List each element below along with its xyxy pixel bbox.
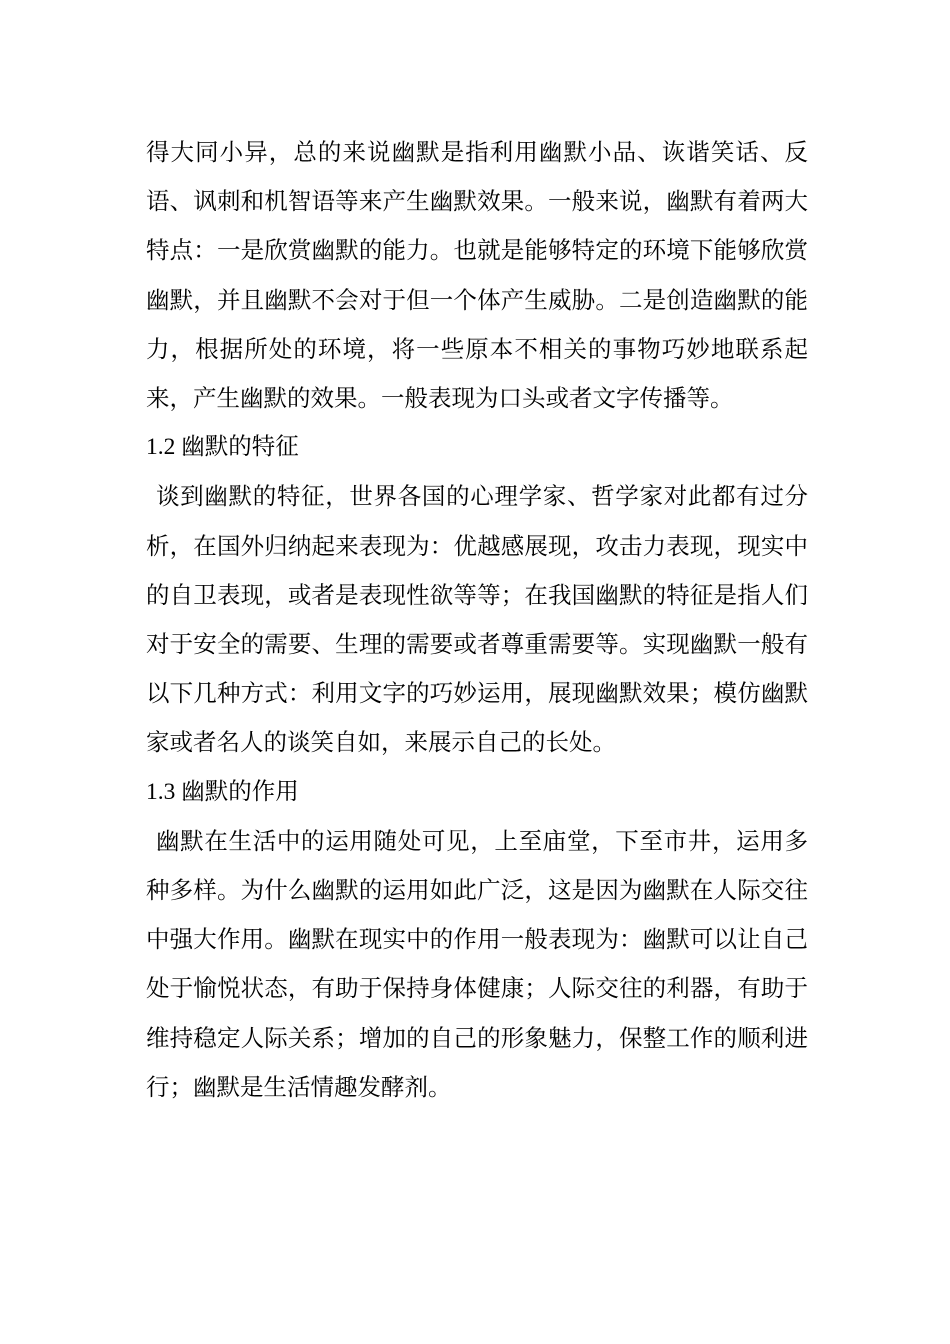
document-page — [146, 128, 808, 1112]
paragraph-humor-characteristics: 谈到幽默的特征，世界各国的心理学家、哲学家对此都有过分析，在国外归纳起来表现为：优越感展现，攻击力表现，现实中的自卫表现，或者是表现性欲等等；在我国幽默的特征是指人们对于安全的需要、生理的需要或者尊重需要等。实现幽默一般有以下几种方式：利用文字的巧妙运用，展现幽默效果；模仿幽默家或者名人的谈笑自如，来展示自己的长处。 — [146, 482, 808, 757]
section-heading-humor-characteristics: 1.2 幽默的特征 — [146, 434, 299, 461]
section-heading-humor-function: 1.3 幽默的作用 — [146, 778, 299, 805]
paragraph-humor-function: 幽默在生活中的运用随处可见，上至庙堂，下至市井，运用多种多样。为什么幽默的运用如此广泛，这是因为幽默在人际交往中强大作用。幽默在现实中的作用一般表现为：幽默可以让自己处于愉悦状态，有助于保持身体健康；人际交往的利器，有助于维持稳定人际关系；增加的自己的形象魅力，保整工作的顺利进行；幽默是生活情趣发酵剂。 — [146, 826, 808, 1101]
paragraph-humor-definition: 得大同小异，总的来说幽默是指利用幽默小品、诙谐笑话、反语、讽刺和机智语等来产生幽默效果。一般来说，幽默有着两大特点：一是欣赏幽默的能力。也就是能够特定的环境下能够欣赏幽默，并且幽默不会对于但一个体产生威胁。二是创造幽默的能力，根据所处的环境，将一些原本不相关的事物巧妙地联系起来，产生幽默的效果。一般表现为口头或者文字传播等。 — [146, 138, 808, 413]
